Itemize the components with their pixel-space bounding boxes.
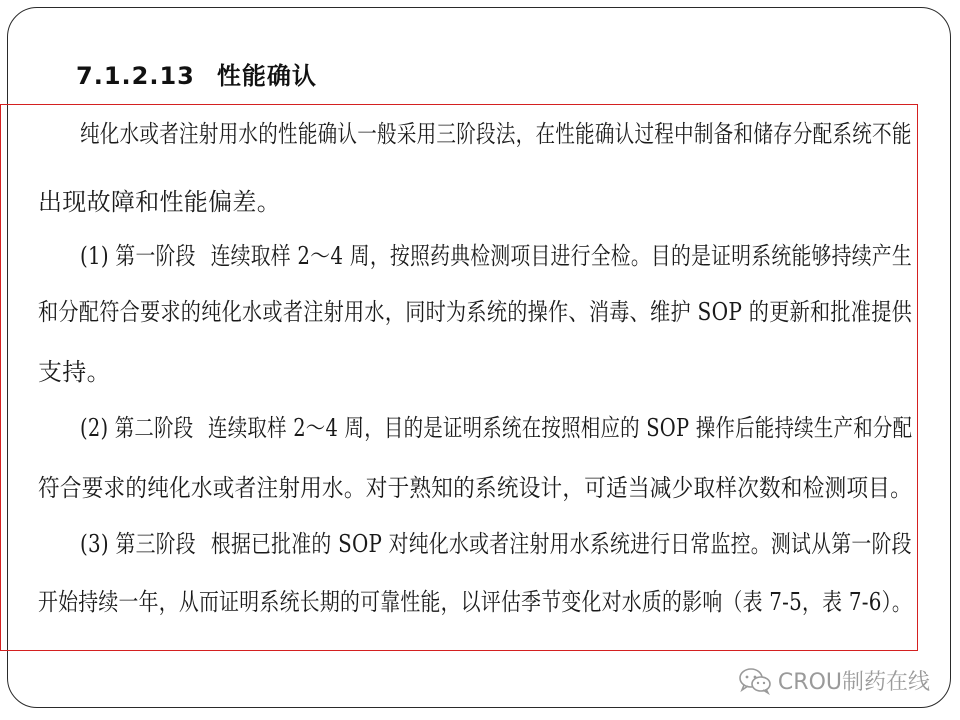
section-number: 7.1.2.13 bbox=[76, 62, 195, 90]
watermark-text: CROU制药在线 bbox=[777, 670, 930, 695]
stage3-text-1: 根据已批准的 SOP 对纯化水或者注射用水系统进行日常监控。测试从第一阶段 bbox=[210, 530, 912, 558]
section-heading bbox=[76, 56, 317, 91]
wechat-icon bbox=[738, 667, 772, 695]
stage1-text-1: 连续取样 2～4 周，按照药典检测项目进行全检。目的是证明系统能够持续产生 bbox=[210, 242, 912, 270]
watermark bbox=[738, 665, 930, 696]
stage1-line-3: 支持。 bbox=[38, 358, 111, 386]
intro-line-2: 出现故障和性能偏差。 bbox=[38, 188, 281, 216]
stage1-line-2: 和分配符合要求的纯化水或者注射用水，同时为系统的操作、消毒、维护 SOP 的更新和批准提供 bbox=[38, 298, 913, 326]
stage2-line-1 bbox=[80, 408, 912, 443]
stage2-label: (2) 第二阶段 bbox=[80, 414, 194, 442]
intro-line-1: 纯化水或者注射用水的性能确认一般采用三阶段法，在性能确认过程中制备和储存分配系统不能 bbox=[80, 120, 912, 148]
stage1-line-1 bbox=[80, 236, 912, 271]
stage3-line-2: 开始持续一年，从而证明系统长期的可靠性能，以评估季节变化对水质的影响（表 7-5，表 7-6）。 bbox=[38, 588, 912, 616]
stage1-label: (1) 第一阶段 bbox=[80, 242, 196, 270]
stage2-line-2: 符合要求的纯化水或者注射用水。对于熟知的系统设计，可适当减少取样次数和检测项目。 bbox=[38, 474, 912, 502]
stage3-line-1 bbox=[80, 524, 912, 559]
stage2-text-1: 连续取样 2～4 周，目的是证明系统在按照相应的 SOP 操作后能持续生产和分配 bbox=[208, 414, 913, 442]
stage3-label: (3) 第三阶段 bbox=[80, 530, 196, 558]
section-title: 性能确认 bbox=[216, 62, 317, 90]
